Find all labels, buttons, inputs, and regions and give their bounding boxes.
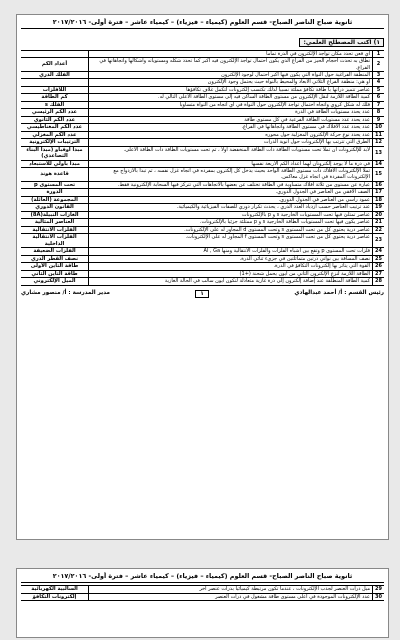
row-term: قاعدة هوند [21, 168, 89, 181]
row-number: 9 [372, 117, 384, 124]
worksheet-page [16, 14, 389, 540]
row-definition: عناصر يكون فيها تحت المستويات الطاقة الخارجية s و p ممتلئة جزئيا بالإلكترونات. [199, 219, 370, 225]
row-number: 8 [372, 109, 384, 116]
row-definition: فلزات تحت المستوى p وتقع بين أشباه الفلزات والفلزات الانتقالية ومنها Al , Ga [203, 248, 370, 254]
table-row [21, 212, 384, 220]
table-row [21, 124, 384, 132]
row-number: 25 [372, 256, 384, 263]
row-number: 19 [372, 204, 384, 211]
row-definition: المنطقة الفراغية حول النواة التي يكون فيها أكبر احتمال لوجود الإلكترون [221, 71, 370, 78]
row-term: الفلك الذري [21, 72, 89, 79]
row-definition: الطاقة اللازمة لنزع الإلكترون الثاني من أيون يحمل شحنة (+1) [239, 270, 370, 277]
row-number: 21 [372, 219, 384, 226]
table-row [21, 234, 384, 248]
row-definition: عدد يحدد عدد مستويات الطاقة الفرعية في كل مستوى طاقة [244, 116, 370, 123]
row-term: مبدأ أوفباو (مبدأ البناء التصاعدي) [21, 147, 89, 160]
table-row [21, 263, 384, 271]
row-number: 14 [372, 161, 384, 168]
row-definition: عناصر ذرية يحتوي كل من تحت المستوى s وتحت المستوى d المجاور له على الإلكترونات. [184, 226, 370, 233]
worksheet-page-2 [16, 568, 389, 638]
row-definition: كمية الطاقة اللازمة لنقل الإلكترون من مستوى الطاقة الساكن فيه إلى مستوى الطاقة الأعلى التالي له. [157, 94, 370, 100]
section-title: ١) اكتب المصطلح العلمي: [299, 38, 384, 47]
row-definition: عدد يحدد نوع حركة الإلكترون المغزلية حول محوره [265, 131, 370, 138]
department-head: رئيس القسم : أ/ أحمد عبدالهادي [294, 289, 384, 296]
page-header: ثانوية صباح الناصر الصباح- قسم العلوم (كيمياء – فيزياء) – كيمياء عاشر – فترة أولى- ٢٠١٧/٢٠١٦ [21, 18, 384, 29]
row-number: 29 [372, 586, 384, 593]
table-row [21, 256, 384, 264]
table-row [21, 219, 384, 227]
table-row [21, 197, 384, 205]
row-number: 5 [372, 87, 384, 94]
row-definition: عناصر ذرية يحتوي كل من تحت المستوى s وتحت المستوى f المجاور له على الإلكترونات. [185, 234, 370, 240]
table-row [21, 586, 384, 594]
row-definition: عبارة عن مستوى من ثلاثة أفلاك متساوية في الطاقة تختلف عن بعضها بالاتجاهات التي تتركز فيها السحابة الإلكترونية فقط. [117, 181, 370, 188]
row-number: 27 [372, 271, 384, 278]
row-definition: عناصر تمتلئ فيها تحت المستويات الخارجية s و p بالإلكترونات [241, 211, 370, 218]
table-row [21, 58, 384, 72]
table-row [21, 132, 384, 140]
row-definition: نطاق به تحدث أحجام الحيز من الفراغ الذي يكون احتمال تواجد الإلكترون فيه أكبر كما تحدد شكله ومستوياته وأشكالها واتجاهاتها في الفراغ. [99, 58, 370, 71]
row-term: الدورة [21, 189, 89, 196]
row-definition: عند ترتيب العناصر حسب ازدياد العدد الذري ، يحدث تكرار دوري للصفات الفيزيائية والكيميائية. [176, 204, 370, 210]
row-number: 7 [372, 102, 384, 109]
row-term: عدد الكم الرئيسي [21, 109, 89, 116]
row-definition: عناصر تتميز ذراتها بأ طاقة تكافؤ مملئة نسبيا لذلك تكتسب إلكترونات لتكمل غلاف تكافؤها [186, 86, 370, 93]
row-number: 20 [372, 212, 384, 219]
row-definition: ميل ذرات العنصر لجذب الإلكترونات ، عندما تكون مرتبطة كيميائيا بذرات عنصر آخر [199, 586, 370, 592]
row-number: 2 [372, 58, 384, 71]
row-term [21, 51, 89, 57]
page-number: ١ [195, 290, 208, 298]
row-term: الفلزات الانتقالية الداخلية [21, 234, 89, 247]
row-term: إلكترونات التكافؤ [21, 594, 89, 601]
row-definition: كمية الطاقة المنطلقة عند إضافة إلكترون إلى ذرة غازية متعادلة لتكون أيون سالب في الحالة الغازية [164, 278, 370, 284]
row-term: أعداد الكم [21, 58, 89, 71]
row-term: الفلزات الضعيفة [21, 248, 89, 255]
row-term: اللافلزات [21, 87, 89, 94]
table-row [21, 161, 384, 169]
table-row [21, 204, 384, 212]
row-term: كم الطاقة [21, 94, 89, 101]
row-definition: أو هي: منطقة الفراغ الثلاثي الأبعاد والمحيط بالنواة حيث يحتمل وجود الإلكترون [207, 79, 370, 86]
table-row [21, 139, 384, 147]
row-term: نصف القطر الذري [21, 256, 89, 263]
terms-table-2 [21, 585, 384, 601]
row-definition: في ذرة ما لا يوجد إلكترونان لهما أعداد الكم الأربعة نفسها [251, 160, 370, 167]
row-term [21, 79, 89, 85]
row-term: الترتيبات الإلكترونية [21, 139, 89, 146]
row-number: 4 [372, 79, 384, 85]
table-row [21, 94, 384, 102]
row-term: عدد الكم الثانوي [21, 117, 89, 124]
row-number: 18 [372, 197, 384, 204]
table-row [21, 72, 384, 80]
row-definition: عمود رأسي من العناصر في الجدول الدوري. [278, 196, 370, 203]
page2-header: ثانوية صباح الناصر الصباح- قسم العلوم (كيمياء – فيزياء) – كيمياء عاشر – فترة أولى- ٢٠١٧/٢٠١٦ [21, 572, 384, 583]
row-term: الغازات النبيلة(8A) [21, 212, 89, 219]
row-number: 30 [372, 594, 384, 601]
row-definition: فلك له شكل كروي واتجاه احتمال تواجد الإلكترون حول النواة في أي اتجاه من النواة متساويا [179, 101, 370, 108]
row-term: تحت المستوى p [21, 182, 89, 189]
row-number: 3 [372, 72, 384, 79]
row-definition: لابد للإلكترونات أن تملأ تحت مستويات الطاقة ذات الطاقة المنخفضة أولا ، ثم تحت مستويات الطاقة ذات الطاقة الأعلى. [123, 146, 370, 153]
table-row [21, 594, 384, 602]
row-definition: أي فعن تحدد مكان تواجد الإلكترون في الذرة تماما [266, 51, 370, 57]
table-row [21, 79, 384, 86]
row-number: 15 [372, 168, 384, 181]
row-number: 23 [372, 234, 384, 247]
table-row [21, 227, 384, 235]
school-principal: مدير المدرسة : أ/ منصور مشاري [21, 289, 110, 296]
row-definition: نصف المسافة بين نواتي ذرتين متماثلتين في جزيء ثنائي الذرة. [239, 255, 370, 262]
row-number: 28 [372, 278, 384, 285]
table-row [21, 87, 384, 95]
row-number: 16 [372, 182, 384, 189]
row-number: 22 [372, 227, 384, 234]
row-term: عدد الكم المغناطيسي [21, 124, 89, 131]
table-row [21, 51, 384, 58]
row-term: الفلك s [21, 102, 89, 109]
row-definition: عدد الإلكترونات الموجودة في أعلى مستوى طاقة مشغول في ذرات العنصر [215, 593, 370, 600]
row-term: القانون الدوري [21, 204, 89, 211]
row-definition: القوة التي يتأثر بها إلكترونات التكافؤ في الذرة. [273, 263, 370, 269]
table-row [21, 109, 384, 117]
row-definition: عدد يحدد مستويات الطاقة في الذرة [295, 109, 370, 115]
row-definition: تملأ الإلكترونات الأفلاك ذات مستوى الطاقة الواحد بحيث يدخل كل إلكترون بمفرده في اتجاه غزل نفسه ، ثم تبدأ بالازدواج مع الإلكترونات المفردة في اتجاه غزل معاكس. [113, 168, 370, 181]
row-term: الميل الإلكتروني [21, 278, 89, 285]
row-number: 10 [372, 124, 384, 131]
table-row [21, 248, 384, 256]
row-number: 13 [372, 147, 384, 160]
terms-table [21, 50, 384, 286]
row-term: الفلزات الانتقالية [21, 227, 89, 234]
row-term: السالبية الكهربائية [21, 586, 89, 593]
table-row [21, 189, 384, 197]
row-number: 24 [372, 248, 384, 255]
row-number: 1 [372, 51, 384, 57]
table-row [21, 102, 384, 110]
row-definition: الصف الأفقي من العناصر في الجدول الدوري. [275, 189, 370, 195]
row-number: 6 [372, 94, 384, 101]
row-number: 26 [372, 263, 384, 270]
row-number: 12 [372, 139, 384, 146]
table-row [21, 168, 384, 182]
row-definition: عدد يحدد عدد الأفلاك في مستوى الطاقة واتجاهاتها في الفراغ. [241, 124, 370, 130]
row-term: طاقة التأين الثاني [21, 271, 89, 278]
row-term: طاقة التأين الأولى [21, 263, 89, 270]
table-row [21, 117, 384, 125]
row-term: المجموعة (العائلة) [21, 197, 89, 204]
table-row [21, 147, 384, 161]
table-row [21, 278, 384, 286]
row-term: مبدأ باولي للاستبعاد [21, 161, 89, 168]
table-row [21, 271, 384, 279]
table-row [21, 182, 384, 190]
page-footer [21, 290, 384, 298]
row-number: 17 [372, 189, 384, 196]
row-definition: الطرق التي تترتب بها الإلكترونات حول أنوية الذرات [263, 139, 370, 145]
row-number: 11 [372, 132, 384, 139]
row-term: العناصر المثالية [21, 219, 89, 226]
row-term: عدد الكم المغزلي [21, 132, 89, 139]
